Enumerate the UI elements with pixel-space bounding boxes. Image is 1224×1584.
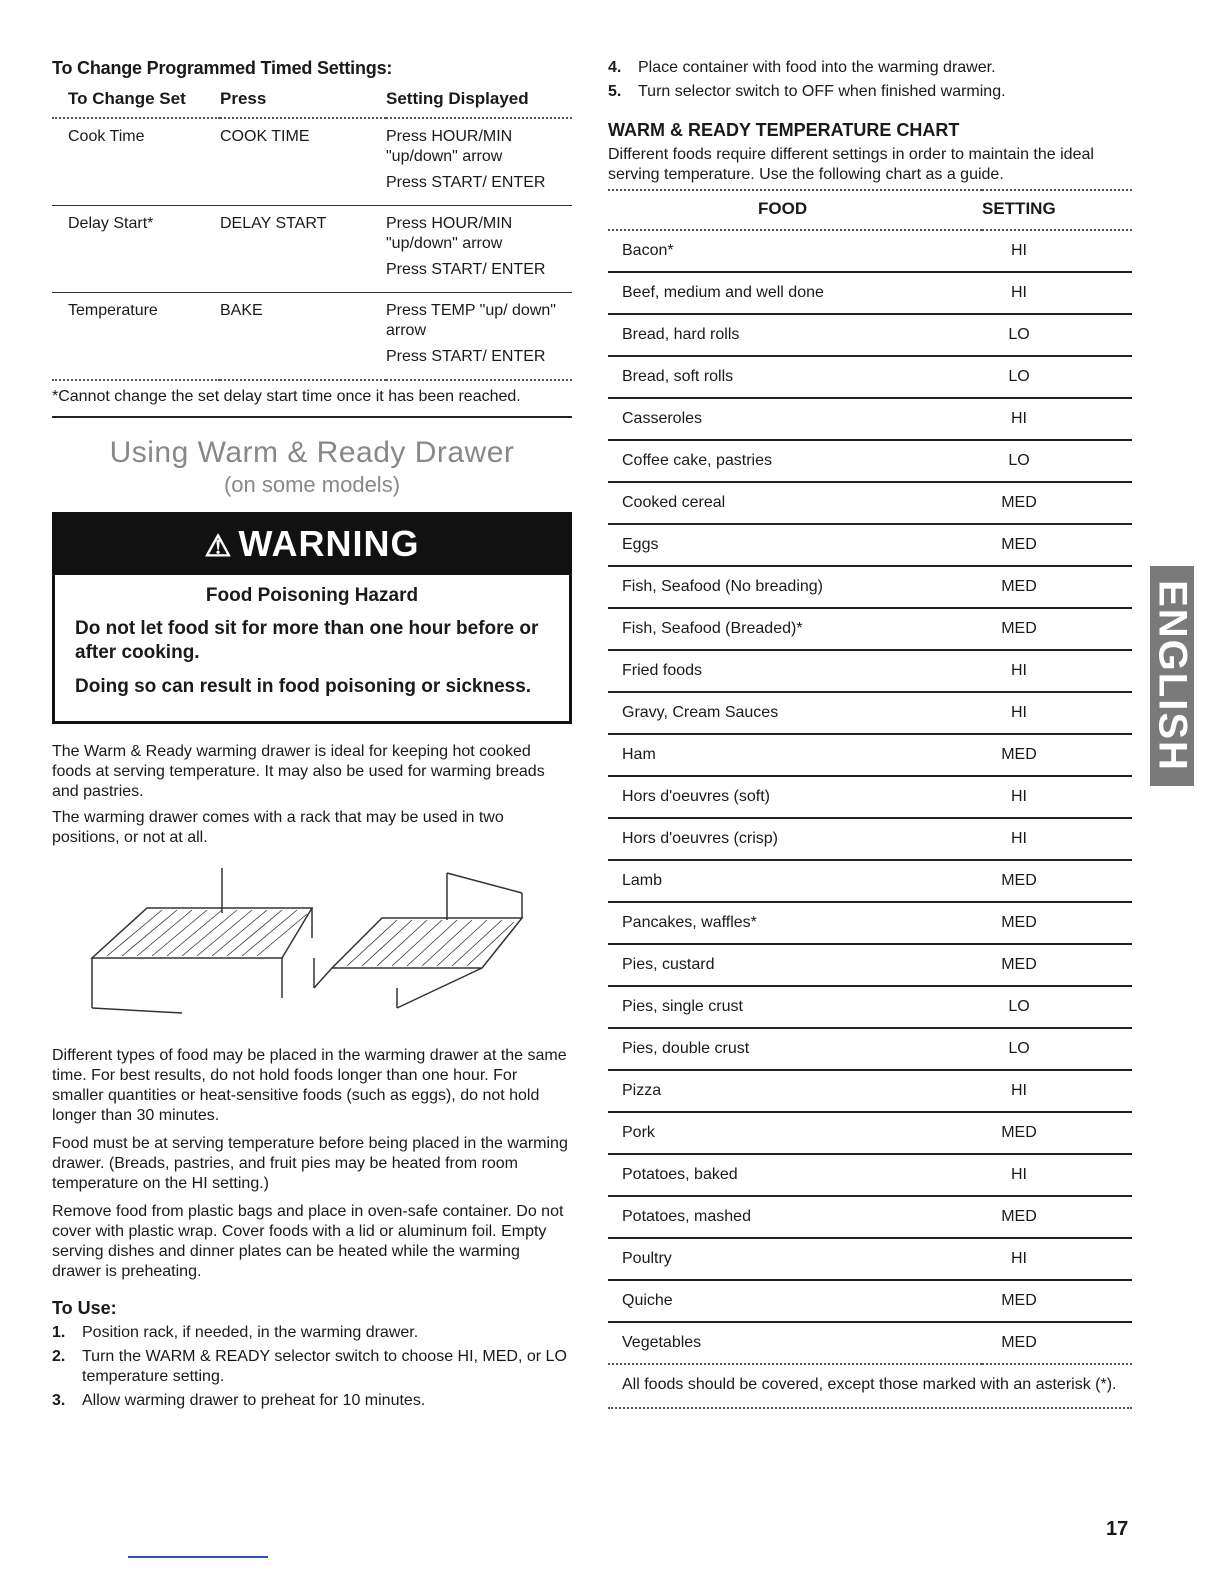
setting-value: HI <box>1011 242 1027 259</box>
setting-value: MED <box>1001 914 1037 931</box>
cell-food: Lamb <box>608 860 982 902</box>
cell-food: Pizza <box>608 1070 982 1112</box>
warning-triangle-icon: ⚠ <box>204 530 233 563</box>
setting-step-1: Press HOUR/MIN "up/down" arrow <box>386 128 513 165</box>
cell-setting <box>982 1322 1132 1364</box>
list-item <box>608 58 1132 78</box>
table-row <box>608 1028 1132 1070</box>
rack-illustration <box>52 858 572 1038</box>
cell-food: Pancakes, waffles* <box>608 902 982 944</box>
step-text: Turn selector switch to OFF when finished warming. <box>638 83 1006 100</box>
cell-food: Potatoes, baked <box>608 1154 982 1196</box>
list-item <box>52 1323 572 1343</box>
cell-setting-displayed <box>386 293 572 381</box>
list-item <box>52 1347 572 1387</box>
rack-left-illustration <box>92 868 312 1013</box>
setting-value: MED <box>1001 578 1037 595</box>
setting-value: MED <box>1001 1292 1037 1309</box>
setting-value: HI <box>1011 1166 1027 1183</box>
setting-value: HI <box>1011 410 1027 427</box>
cell-change-set: Cook Time <box>52 118 220 206</box>
cell-food: Vegetables <box>608 1322 982 1364</box>
cell-food: Pies, single crust <box>608 986 982 1028</box>
side-tab-label: ENGLISH <box>1150 580 1195 772</box>
step-number: 1. <box>52 1324 66 1341</box>
setting-value: MED <box>1001 956 1037 973</box>
cell-setting <box>982 650 1132 692</box>
setting-value: MED <box>1001 536 1037 553</box>
header-setting-displayed: Setting Displayed <box>386 87 572 118</box>
table-row <box>608 692 1132 734</box>
cell-press: DELAY START <box>220 206 386 293</box>
cell-food: Quiche <box>608 1280 982 1322</box>
setting-step-2: Press START/ ENTER <box>386 261 546 278</box>
to-use-title: To Use: <box>52 1298 117 1318</box>
step-number: 5. <box>608 83 622 100</box>
cell-food: Beef, medium and well done <box>608 272 982 314</box>
setting-step-1: Press TEMP "up/ down" arrow <box>386 302 556 339</box>
setting-value: HI <box>1011 1250 1027 1267</box>
table-row <box>608 944 1132 986</box>
cell-setting <box>982 944 1132 986</box>
setting-value: HI <box>1011 284 1027 301</box>
setting-value: LO <box>1008 326 1030 343</box>
setting-step-2: Press START/ ENTER <box>386 348 546 365</box>
hazard-title: Food Poisoning Hazard <box>205 585 419 606</box>
warning-label: WARNING <box>238 523 420 564</box>
paragraph-food-types: Different types of food may be placed in the warming drawer at the same time. For best results, do not hold foods longer than one hour. For smaller quantities or heat-sensitive foods (such as eggs), do not hold longer than 30 minutes. <box>52 1047 567 1124</box>
table-row <box>52 293 572 381</box>
table-row <box>608 566 1132 608</box>
cell-setting <box>982 1112 1132 1154</box>
right-column <box>608 58 1132 1409</box>
table-row <box>608 1280 1132 1322</box>
cell-setting <box>982 1280 1132 1322</box>
drawer-section-subtitle: (on some models) <box>223 472 401 497</box>
cell-food: Casseroles <box>608 398 982 440</box>
setting-value: MED <box>1001 872 1037 889</box>
table-row <box>608 1154 1132 1196</box>
cell-setting <box>982 356 1132 398</box>
cell-change-set: Delay Start* <box>52 206 220 293</box>
table-row <box>608 230 1132 272</box>
rack-right-illustration <box>314 873 522 1008</box>
step-number: 2. <box>52 1348 66 1365</box>
setting-value: LO <box>1008 1040 1030 1057</box>
warning-line-2: Doing so can result in food poisoning or sickness. <box>75 676 532 697</box>
cell-setting <box>982 1070 1132 1112</box>
paragraph-containers: Remove food from plastic bags and place in oven-safe container. Do not cover with plastic wrap. Cover foods with a lid or aluminum foil. Empty serving dishes and dinner plates can be heated while the warming drawer is preheating. <box>52 1203 564 1280</box>
timed-settings-title: To Change Programmed Timed Settings: <box>52 58 393 78</box>
rack-positions-diagram <box>52 858 572 1038</box>
list-item <box>608 82 1132 102</box>
table-row <box>608 398 1132 440</box>
cell-setting <box>982 1154 1132 1196</box>
step-text: Turn the WARM & READY selector switch to choose HI, MED, or LO temperature setting. <box>82 1348 567 1385</box>
setting-value: MED <box>1001 1124 1037 1141</box>
cell-setting-displayed <box>386 118 572 206</box>
cell-setting <box>982 314 1132 356</box>
paragraph-intro: The Warm & Ready warming drawer is ideal for keeping hot cooked foods at serving temperature. It may also be used for warming breads and pastries. <box>52 743 545 800</box>
table-row <box>608 902 1132 944</box>
table-row <box>608 440 1132 482</box>
cell-food: Bread, soft rolls <box>608 356 982 398</box>
chart-title: WARM & READY TEMPERATURE CHART <box>608 120 960 140</box>
cell-setting <box>982 230 1132 272</box>
step-number: 3. <box>52 1392 66 1409</box>
cell-press: BAKE <box>220 293 386 381</box>
setting-step-1: Press HOUR/MIN "up/down" arrow <box>386 215 513 252</box>
temperature-chart-table <box>608 189 1132 1365</box>
cell-setting <box>982 440 1132 482</box>
cell-setting <box>982 986 1132 1028</box>
cell-food: Potatoes, mashed <box>608 1196 982 1238</box>
cell-setting <box>982 692 1132 734</box>
cell-food: Fish, Seafood (No breading) <box>608 566 982 608</box>
table-row <box>608 986 1132 1028</box>
header-setting: SETTING <box>982 190 1132 230</box>
step-text: Place container with food into the warming drawer. <box>638 59 996 76</box>
cell-food: Ham <box>608 734 982 776</box>
to-use-steps-left <box>52 1323 572 1411</box>
cell-setting <box>982 818 1132 860</box>
step-number: 4. <box>608 59 622 76</box>
cell-press: COOK TIME <box>220 118 386 206</box>
setting-value: HI <box>1011 788 1027 805</box>
table-row <box>608 482 1132 524</box>
to-use-steps-right <box>608 58 1132 102</box>
cell-food: Poultry <box>608 1238 982 1280</box>
table-row <box>608 1070 1132 1112</box>
setting-value: LO <box>1008 998 1030 1015</box>
cell-setting <box>982 398 1132 440</box>
chart-note: All foods should be covered, except those marked with an asterisk (*). <box>608 1375 1132 1409</box>
setting-value: HI <box>1011 1082 1027 1099</box>
setting-value: MED <box>1001 1334 1037 1351</box>
setting-value: LO <box>1008 368 1030 385</box>
setting-value: HI <box>1011 830 1027 847</box>
cell-food: Pies, double crust <box>608 1028 982 1070</box>
warning-body <box>55 575 569 721</box>
drawer-section-title: Using Warm & Ready Drawer <box>109 436 515 469</box>
cell-setting <box>982 902 1132 944</box>
page-number: 17 <box>1106 1518 1129 1540</box>
warning-header <box>55 515 569 575</box>
header-change-set: To Change Set <box>52 87 220 118</box>
cell-setting <box>982 734 1132 776</box>
table-header-row <box>52 87 572 118</box>
setting-value: HI <box>1011 704 1027 721</box>
cell-setting <box>982 566 1132 608</box>
table-row <box>608 860 1132 902</box>
step-text: Position rack, if needed, in the warming drawer. <box>82 1324 419 1341</box>
table-row <box>608 650 1132 692</box>
cell-setting <box>982 1028 1132 1070</box>
timed-settings-table <box>52 87 572 381</box>
table-row <box>608 776 1132 818</box>
table-row <box>608 1196 1132 1238</box>
paragraph-rack: The warming drawer comes with a rack that may be used in two positions, or not at all. <box>52 809 504 846</box>
table-row <box>608 1238 1132 1280</box>
cell-setting <box>982 608 1132 650</box>
language-side-tab <box>1150 566 1194 786</box>
cell-food: Fish, Seafood (Breaded)* <box>608 608 982 650</box>
cell-setting <box>982 776 1132 818</box>
cell-food: Eggs <box>608 524 982 566</box>
paragraph-serving-temp: Food must be at serving temperature before being placed in the warming drawer. (Breads, pastries, and fruit pies may be heated from room temperature on the HI setting.) <box>52 1135 568 1192</box>
cell-food: Cooked cereal <box>608 482 982 524</box>
table-row <box>608 272 1132 314</box>
footer-rule <box>128 1556 268 1558</box>
cell-setting-displayed <box>386 206 572 293</box>
cell-food: Pork <box>608 1112 982 1154</box>
cell-setting <box>982 272 1132 314</box>
table-row <box>608 356 1132 398</box>
cell-food: Fried foods <box>608 650 982 692</box>
step-text: Allow warming drawer to preheat for 10 minutes. <box>82 1392 426 1409</box>
header-food: FOOD <box>608 190 982 230</box>
warning-line-1: Do not let food sit for more than one hour before or after cooking. <box>75 618 539 663</box>
setting-value: MED <box>1001 620 1037 637</box>
table-row <box>608 1112 1132 1154</box>
cell-food: Hors d'oeuvres (soft) <box>608 776 982 818</box>
table-row <box>608 1322 1132 1364</box>
table-row <box>52 118 572 206</box>
setting-value: MED <box>1001 494 1037 511</box>
setting-value: LO <box>1008 452 1030 469</box>
table-header-row <box>608 190 1132 230</box>
warning-box <box>52 512 572 724</box>
cell-setting <box>982 860 1132 902</box>
table-row <box>52 206 572 293</box>
left-column <box>52 58 572 1411</box>
list-item <box>52 1391 572 1411</box>
cell-food: Coffee cake, pastries <box>608 440 982 482</box>
setting-value: MED <box>1001 746 1037 763</box>
cell-food: Hors d'oeuvres (crisp) <box>608 818 982 860</box>
table-row <box>608 734 1132 776</box>
cell-setting <box>982 482 1132 524</box>
cell-food: Bacon* <box>608 230 982 272</box>
header-press: Press <box>220 87 386 118</box>
table-row <box>608 524 1132 566</box>
cell-food: Bread, hard rolls <box>608 314 982 356</box>
setting-value: MED <box>1001 1208 1037 1225</box>
setting-step-2: Press START/ ENTER <box>386 174 546 191</box>
cell-food: Gravy, Cream Sauces <box>608 692 982 734</box>
cell-change-set: Temperature <box>52 293 220 381</box>
table-row <box>608 608 1132 650</box>
table-row <box>608 818 1132 860</box>
cell-setting <box>982 524 1132 566</box>
delay-footnote: *Cannot change the set delay start time once it has been reached. <box>52 387 572 418</box>
chart-intro: Different foods require different settings in order to maintain the ideal serving temperature. Use the following chart as a guide. <box>608 146 1094 183</box>
table-row <box>608 314 1132 356</box>
cell-setting <box>982 1238 1132 1280</box>
cell-setting <box>982 1196 1132 1238</box>
setting-value: HI <box>1011 662 1027 679</box>
cell-food: Pies, custard <box>608 944 982 986</box>
